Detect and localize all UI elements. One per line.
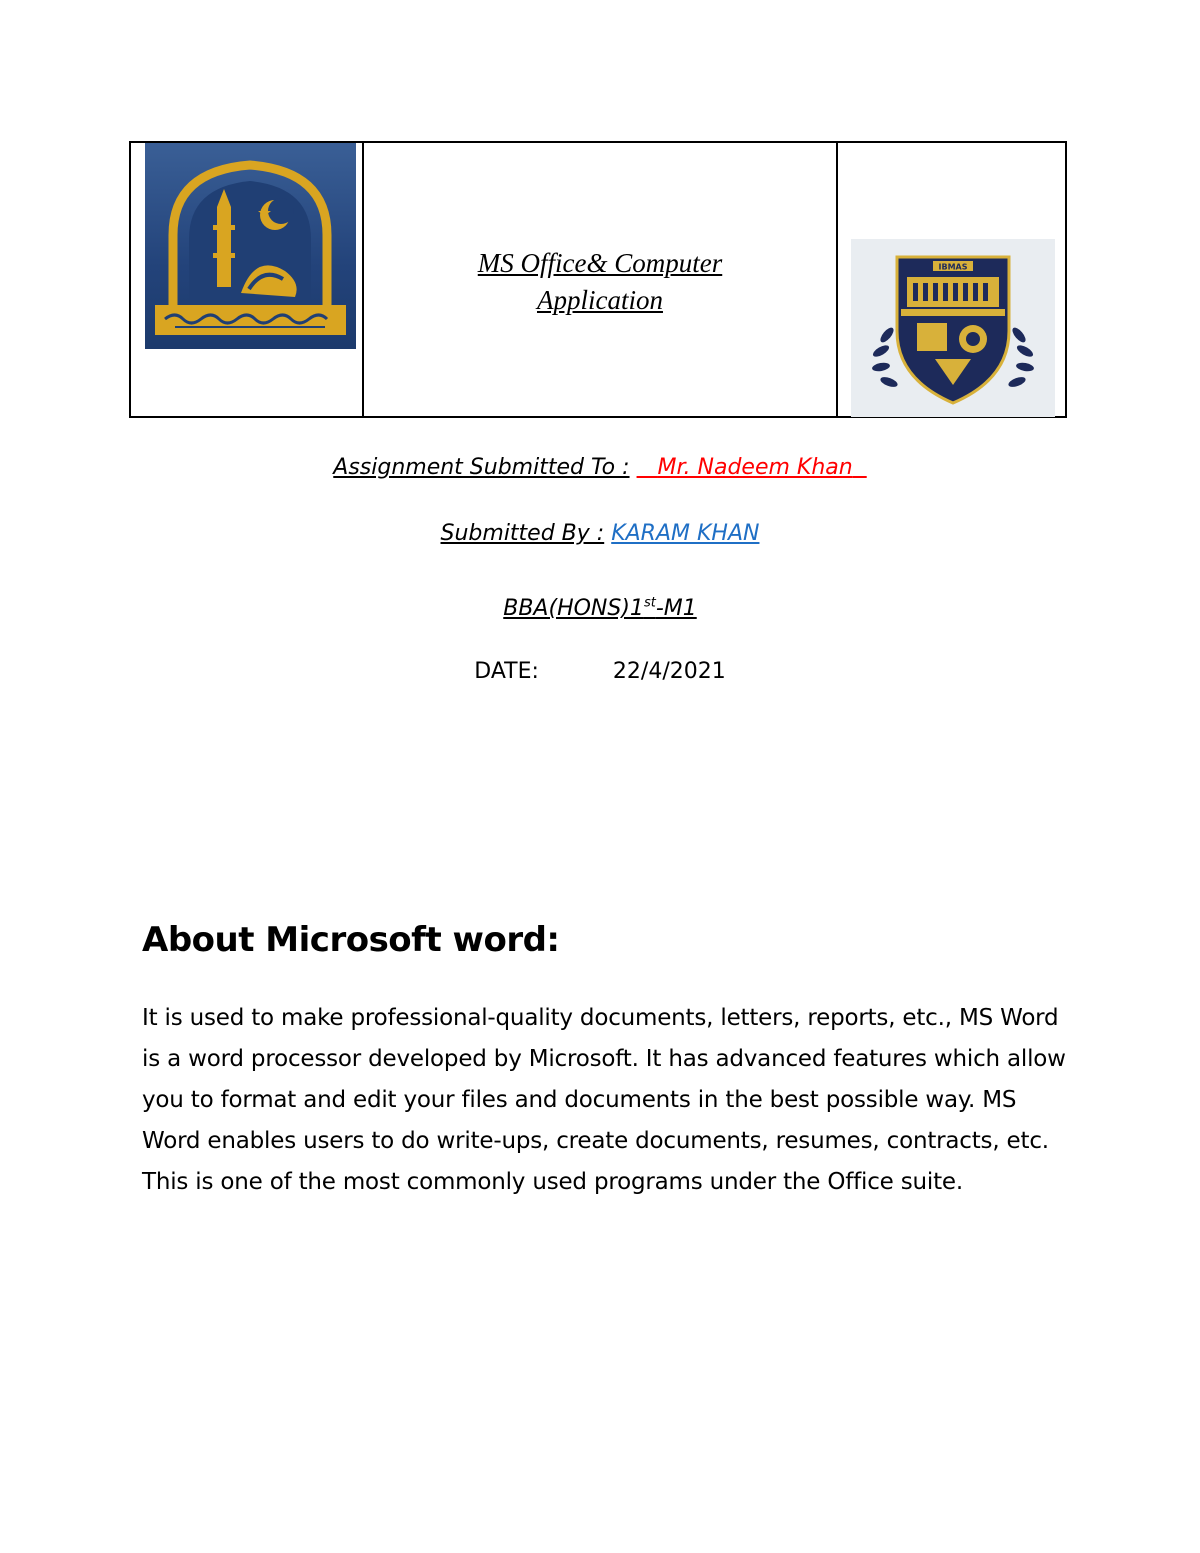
document-title-line-1: MS Office& Computer bbox=[477, 247, 723, 278]
submitted-by-line bbox=[0, 519, 1200, 549]
submitted-to-line bbox=[0, 453, 1200, 483]
program-text bbox=[503, 596, 696, 621]
date-line bbox=[0, 657, 1200, 687]
document-title bbox=[478, 245, 722, 319]
section-paragraph: It is used to make professional-quality documents, letters, reports, etc., MS Word is a word processor developed by Microsoft. It has advanced features which allow you to format and edit your files and documents in the best possible way. MS Word enables users to do write-ups, create documents, resumes, contracts, etc. This is one of the most commonly used programs under the Office suite. bbox=[142, 1005, 1066, 1195]
date-label: DATE: bbox=[474, 659, 539, 684]
crest-banner-label: IBMAS bbox=[938, 262, 968, 272]
college-crest-logo bbox=[851, 239, 1055, 417]
student-name: KARAM KHAN bbox=[611, 521, 760, 546]
program-superscript: st bbox=[643, 596, 656, 611]
date-value: 22/4/2021 bbox=[612, 659, 726, 684]
submitted-to-label: Assignment Submitted To : bbox=[333, 455, 630, 480]
college-crest-emblem-icon bbox=[851, 239, 1055, 417]
program-suffix: -M1 bbox=[655, 596, 697, 622]
teacher-name: Mr. Nadeem Khan bbox=[657, 455, 853, 480]
header-left-cell bbox=[131, 143, 364, 416]
submitted-by-label: Submitted By : bbox=[440, 521, 605, 546]
university-logo-emblem-icon bbox=[145, 143, 356, 349]
header-table bbox=[129, 141, 1067, 418]
university-logo bbox=[145, 143, 356, 349]
program-line bbox=[0, 589, 1200, 624]
program-prefix: BBA(HONS)1 bbox=[503, 596, 644, 622]
section-heading: About Microsoft word: bbox=[142, 920, 560, 960]
document-title-line-2: Application bbox=[537, 284, 663, 315]
submitted-to-name bbox=[637, 455, 867, 480]
header-right-cell bbox=[838, 143, 1065, 416]
header-title-cell bbox=[364, 143, 838, 416]
